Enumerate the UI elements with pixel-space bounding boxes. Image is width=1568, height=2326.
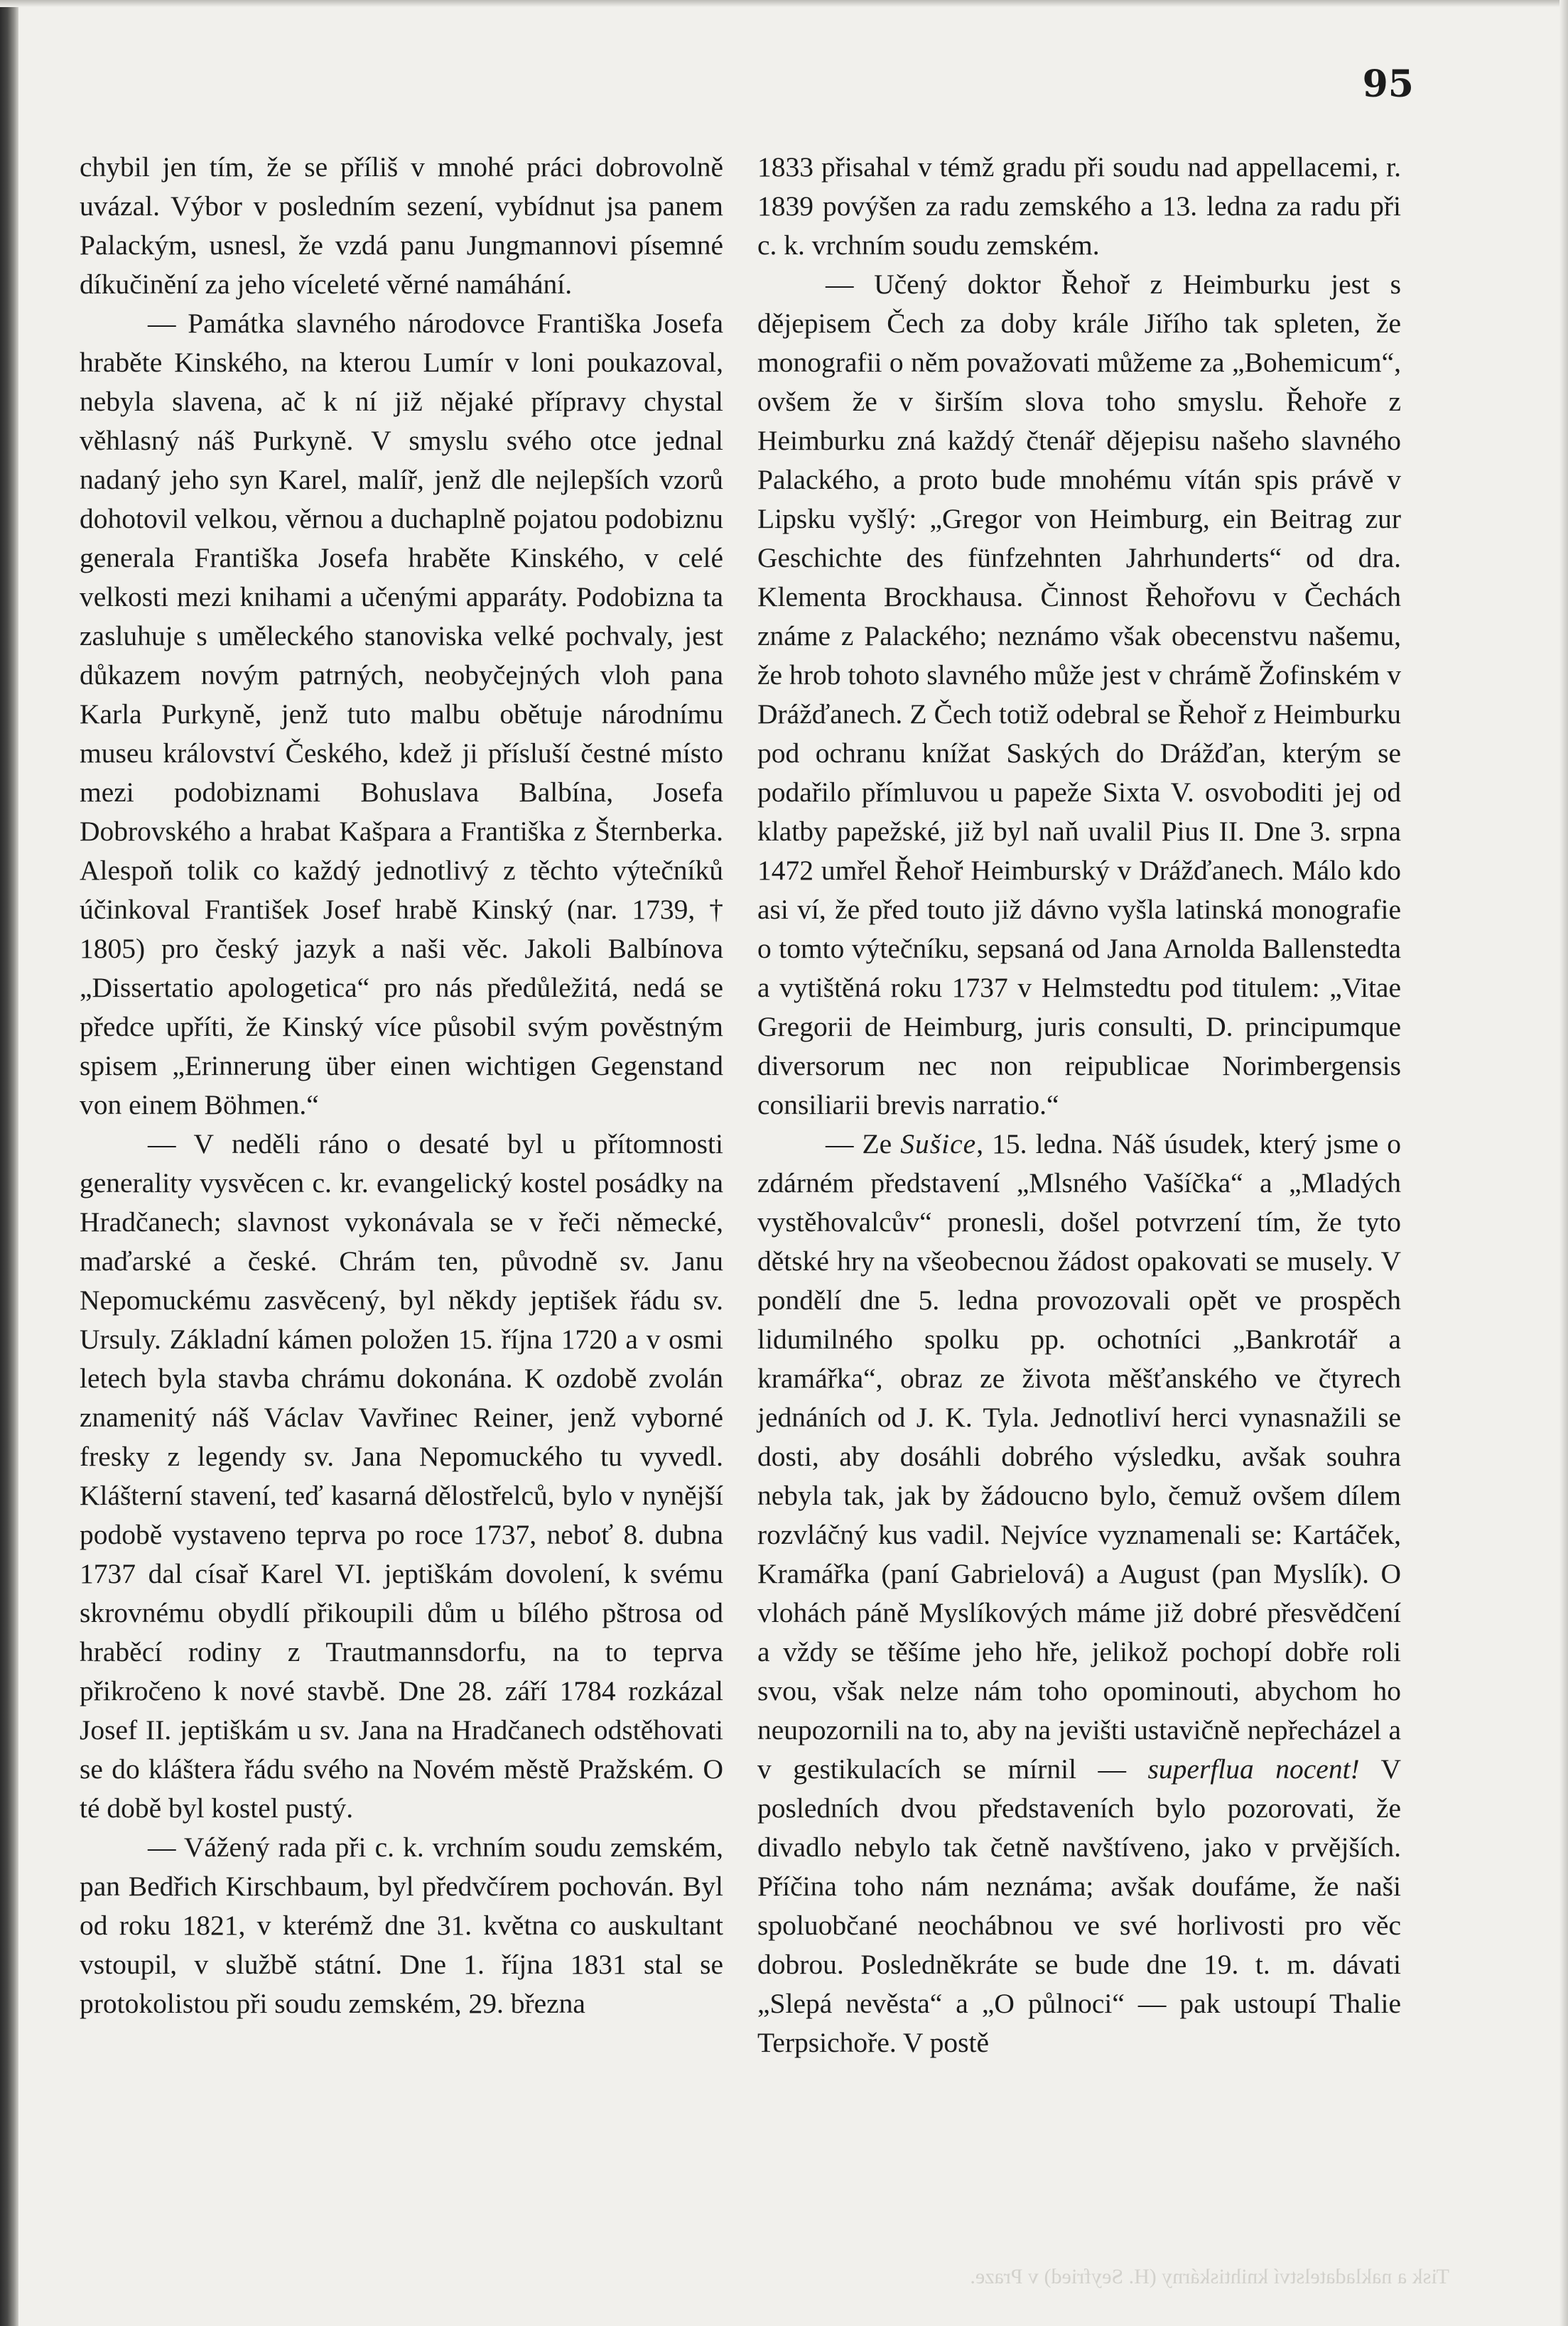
- susice-place: Sušice: [900, 1128, 977, 1159]
- susice-lead: — Ze: [826, 1128, 901, 1159]
- page-edge-right: [1559, 0, 1568, 2326]
- left-column: [80, 148, 723, 2023]
- right-paragraph-1: 1833 přisahal v témž gradu při soudu nad appellacemi, r. 1839 povýšen za radu zemského a 13. ledna za radu při c. k. vrchním soudu zemském.: [757, 151, 1401, 261]
- latin-phrase: superflua nocent!: [1147, 1753, 1360, 1785]
- bleed-through-text: Tisk a nakladatelství knihtiskárny (H. Seyfried) v Praze.: [970, 2265, 1449, 2288]
- binding-spine: [0, 0, 18, 2326]
- page-number: 95: [1362, 63, 1414, 106]
- left-paragraph-kirschbaum: — Vážený rada při c. k. vrchním soudu zemském, pan Bedřich Kirschbaum, byl předvčírem pochován. Byl od roku 1821, v kterémž dne 31. května co auskultant vstoupil, v službě státní. Dne 1. října 1831 stal se protokolistou při soudu zemském, 29. března: [80, 1832, 723, 2019]
- susice-body: , 15. ledna. Náš úsudek, který jsme o zdárném představení „Mlsného Vašíčka“ a „Mladých vystěhovalcův“ pronesli, došel potvrzení tím, že tyto dětské hry na všeobecnou žádost opakovati se musely. V pondělí dne 5. ledna provozovali opět ve prospěch lidumilného spolku pp. ochotníci „Bankrotář a kramářka“, obraz ze života měšťanského ve čtyrech jednáních od J. K. Tyla. Jednotliví herci vynasnažili se dosti, aby dosáhli dobrého výsledku, avšak souhra nebyla tak, jak by žádoucno bylo, čemuž ovšem dílem rozvláčný kus vadil. Nejvíce vyznamenali se: Kartáček, Kramářka (paní Gabrielová) a August (pan Myslík). O vlohách páně Myslíkových máme již dobré přesvědčení a vždy se těšíme jeho hře, jelikož pochopí dobře roli svou, však nelze nám toho opominouti, abychom ho neupozornili na to, aby na jevišti ustavičně nepřecházel a v gestikulacích se mírnil —: [757, 1128, 1401, 1785]
- left-paragraph-kinsky: — Památka slavného národovce Františka Josefa hraběte Kinského, na kterou Lumír v loni poukazoval, nebyla slavena, ač k ní již nějaké přípravy chystal věhlasný náš Purkyně. V smyslu svého otce jednal nadaný jeho syn Karel, malíř, jenž dle nejlepších vzorů dohotovil velkou, věrnou a duchaplně pojatou podobiznu generala Františka Josefa hraběte Kinského, v celé velkosti mezi knihami a učenými apparáty. Podobizna ta zasluhuje s uměleckého stanoviska velké pochvaly, jest důkazem novým patrných, neobyčejných vloh pana Karla Purkyně, jenž tuto malbu obětuje národnímu museu království Českého, kdež ji přísluší čestné místo mezi podobiznami Bohuslava Balbína, Josefa Dobrovského a hrabat Kašpara a Františka z Šternberka. Alespoň tolik co každý jednotlivý z těchto výtečníků účinkoval František Josef hrabě Kinský (nar. 1739, † 1805) pro český jazyk a naši věc. Jakoli Balbínova „Dissertatio apologetica“ pro nás předůležitá, nedá se předce upříti, že Kinský více působil svým pověstným spisem „Erinnerung über einen wichtigen Gegenstand von einem Böhmen.“: [80, 308, 723, 1120]
- right-paragraph-susice: [757, 1125, 1401, 2062]
- susice-tail: V posledních dvou představeních bylo pozorovati, že divadlo nebylo tak četně navštíveno, jako v prvějších. Příčina toho nám neznáma; avšak doufáme, že naši spoluobčané neochábnou ve své horlivosti pro věc dobrou. Posledněkráte se bude dne 19. t. m. dávati „Slepá nevěsta“ a „O půlnoci“ — pak ustoupí Thalie Terpsichoře. V postě: [757, 1753, 1402, 2058]
- left-paragraph-1: chybil jen tím, že se příliš v mnohé práci dobrovolně uvázal. Výbor v posledním sezení, vybídnut jsa panem Palackým, usnesl, že vzdá panu Jungmannovi písemné díkučinění za jeho víceleté věrné namáhání.: [80, 151, 723, 300]
- page-edge-top: [0, 0, 1568, 7]
- left-paragraph-church: — V neděli ráno o desaté byl u přítomnosti generality vysvěcen c. kr. evangelický kostel posádky na Hradčanech; slavnost vykonávala se v řeči německé, maďarské a české. Chrám ten, původně sv. Janu Nepomuckému zasvěcený, byl někdy jeptišek řádu sv. Ursuly. Základní kámen položen 15. října 1720 a v osmi letech byla stavba chrámu dokonána. K ozdobě zvolán znamenitý náš Václav Vavřinec Reiner, jenž vyborné fresky z legendy sv. Jana Nepomuckého tu vyvedl. Klášterní stavení, teď kasarná dělostřelců, bylo v nynější podobě vystaveno teprva po roce 1737, neboť 8. dubna 1737 dal císař Karel VI. jeptiškám dovolení, k svému skrovnému obydlí přikoupili dům u bílého pštrosa od hraběcí rodiny z Trautmannsdorfu, na to teprva přikročeno k nové stavbě. Dne 28. září 1784 rozkázal Josef II. jeptiškám u sv. Jana na Hradčanech odstěhovati se do kláštera řádu svého na Novém městě Pražském. O té době byl kostel pustý.: [80, 1128, 723, 1824]
- right-paragraph-heimburg: — Učený doktor Řehoř z Heimburku jest s dějepisem Čech za doby krále Jiřího tak spleten, že monografii o něm považovati můžeme za „Bohemicum“, ovšem že v širším slova toho smyslu. Řehoře z Heimburku zná každý čtenář dějepisu našeho slavného Palackého, a proto bude mnohému vítán spis právě v Lipsku vyšlý: „Gregor von Heimburg, ein Beitrag zur Geschichte des fünfzehnten Jahrhunderts“ od dra. Klementa Brockhausa. Činnost Řehořovu v Čechách známe z Palackého; neznámo však obecenstvu našemu, že hrob tohoto slavného může jest v chrámě Žofinském v Drážďanech. Z Čech totiž odebral se Řehoř z Heimburku pod ochranu knížat Saských do Drážďan, kterým se podařilo přímluvou u papeže Sixta V. osvoboditi jej od klatby papežské, již byl naň uvalil Pius II. Dne 3. srpna 1472 umřel Řehoř Heimburský v Drážďanech. Málo kdo asi ví, že před touto již dávno vyšla latinská monografie o tomto výtečníku, sepsaná od Jana Arnolda Ballenstedta a vytištěná roku 1737 v Helmstedtu pod titulem: „Vitae Gregorii de Heimburg, juris consulti, D. principumque diversorum nec non reipublicae Norimbergensis consiliarii brevis narratio.“: [757, 269, 1401, 1120]
- right-column: [757, 148, 1401, 2062]
